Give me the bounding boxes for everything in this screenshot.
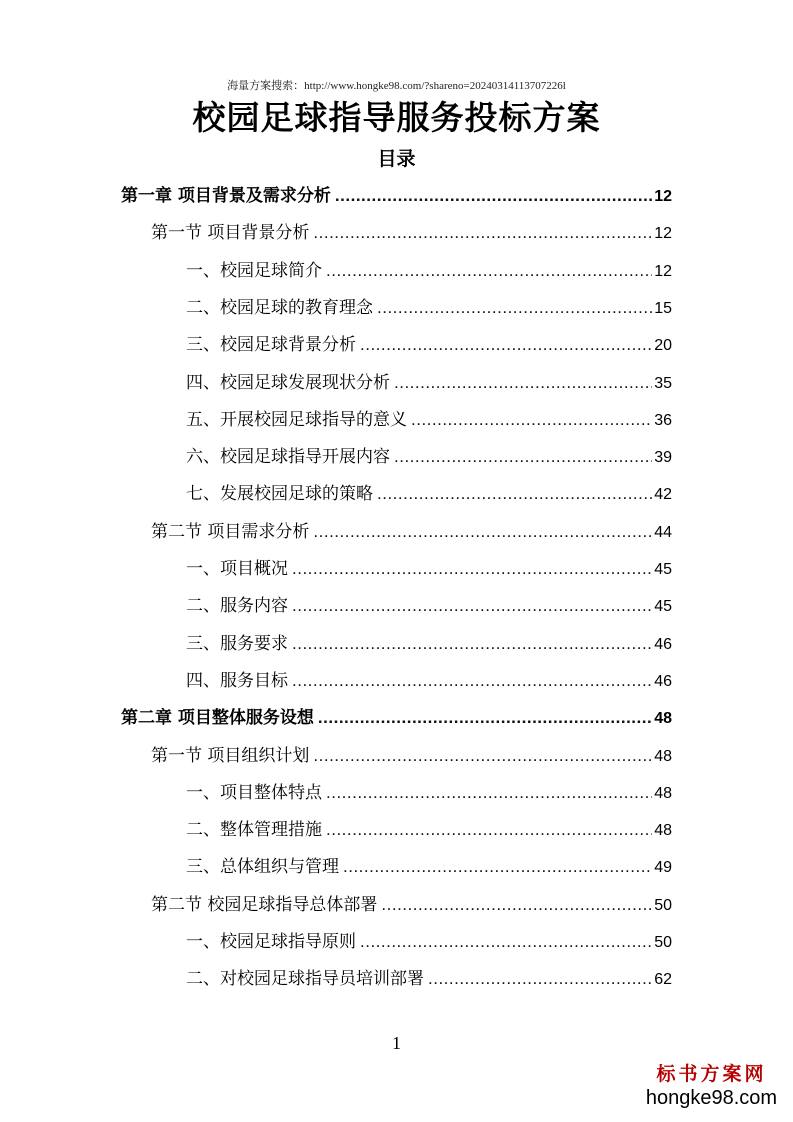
- toc-entry-title: 三、服务要求: [186, 634, 288, 654]
- toc-entry-title: 第一节 项目背景分析: [151, 223, 310, 243]
- toc-entry-page: 36: [654, 412, 672, 429]
- toc-dot-leader: [394, 368, 652, 398]
- toc-dot-leader: [428, 964, 652, 994]
- toc-entry-title: 四、服务目标: [186, 671, 288, 691]
- toc-entry-title: 三、校园足球背景分析: [186, 335, 356, 355]
- toc-entry[interactable]: [186, 479, 672, 509]
- toc-entry[interactable]: [186, 815, 672, 845]
- watermark-cn-text: 标书方案网: [656, 1063, 767, 1085]
- toc-entry-title: 一、项目概况: [186, 559, 288, 579]
- toc-dot-leader: [313, 741, 652, 771]
- toc-entry-page: 62: [654, 971, 672, 988]
- toc-entry[interactable]: [121, 181, 672, 211]
- document-title: 校园足球指导服务投标方案: [192, 98, 601, 137]
- toc-entry-title: 二、对校园足球指导员培训部署: [186, 969, 424, 989]
- toc-entry-page: 42: [654, 486, 672, 503]
- toc-entry-page: 48: [654, 785, 672, 802]
- toc-entry[interactable]: [151, 890, 672, 920]
- toc-entry[interactable]: [186, 368, 672, 398]
- toc-entry[interactable]: [151, 218, 672, 248]
- toc-heading: 目录: [377, 148, 416, 170]
- toc-entry-title: 二、整体管理措施: [186, 820, 322, 840]
- toc-entry[interactable]: [186, 964, 672, 994]
- toc-dot-leader: [292, 554, 652, 584]
- toc-entry[interactable]: [186, 330, 672, 360]
- toc-entry-title: 第二节 校园足球指导总体部署: [151, 895, 378, 915]
- toc-entry[interactable]: [186, 442, 672, 472]
- toc-dot-leader: [292, 591, 652, 621]
- header-url: 海量方案搜索：http://www.hongke98.com/?shareno=20240314113707226l: [227, 80, 566, 92]
- toc-entry-page: 39: [654, 449, 672, 466]
- toc-entry-page: 12: [654, 225, 672, 242]
- toc-dot-leader: [313, 517, 652, 547]
- toc-dot-leader: [394, 442, 652, 472]
- toc-entry-title: 第一节 项目组织计划: [151, 746, 310, 766]
- toc-entry-title: 五、开展校园足球指导的意义: [186, 410, 407, 430]
- toc-entry-title: 一、校园足球指导原则: [186, 932, 356, 952]
- toc-entry-page: 12: [654, 263, 672, 280]
- toc-entry-page: 46: [654, 636, 672, 653]
- toc-entry-page: 44: [654, 524, 672, 541]
- toc-entry-title: 三、总体组织与管理: [186, 857, 339, 877]
- toc-entry-title: 四、校园足球发展现状分析: [186, 373, 390, 393]
- toc-dot-leader: [381, 890, 652, 920]
- toc-dot-leader: [343, 852, 652, 882]
- toc-entry-page: 15: [654, 300, 672, 317]
- toc-entry[interactable]: [186, 293, 672, 323]
- toc-dot-leader: [326, 815, 652, 845]
- toc-entry-page: 50: [654, 897, 672, 914]
- toc-entry[interactable]: [186, 629, 672, 659]
- toc-entry-title: 一、项目整体特点: [186, 783, 322, 803]
- toc-dot-leader: [377, 293, 652, 323]
- watermark-logo: [644, 1062, 779, 1110]
- toc-entry-page: 45: [654, 561, 672, 578]
- toc-entry-page: 20: [654, 337, 672, 354]
- toc-dot-leader: [411, 405, 652, 435]
- toc-entry-page: 49: [654, 859, 672, 876]
- toc-entry[interactable]: [186, 554, 672, 584]
- toc-dot-leader: [326, 256, 652, 286]
- toc-entry[interactable]: [121, 703, 672, 733]
- toc-entry-page: 50: [654, 934, 672, 951]
- toc-entry-title: 一、校园足球简介: [186, 261, 322, 281]
- toc-entry-title: 二、校园足球的教育理念: [186, 298, 373, 318]
- toc-entry-title: 七、发展校园足球的策略: [186, 484, 373, 504]
- toc-dot-leader: [360, 927, 652, 957]
- toc-entry-page: 48: [654, 710, 672, 727]
- toc-dot-leader: [292, 666, 652, 696]
- toc-dot-leader: [377, 479, 652, 509]
- toc-entry[interactable]: [151, 741, 672, 771]
- toc-entry-page: 48: [654, 822, 672, 839]
- toc-entry[interactable]: [186, 256, 672, 286]
- toc-entry[interactable]: [186, 405, 672, 435]
- toc-entry-title: 第二节 项目需求分析: [151, 522, 310, 542]
- toc-dot-leader: [326, 778, 652, 808]
- toc-entry[interactable]: [186, 666, 672, 696]
- watermark-en-text: hongke98.com: [645, 1087, 778, 1109]
- toc-entry-page: 45: [654, 598, 672, 615]
- toc-entry[interactable]: [186, 927, 672, 957]
- toc-entry-page: 46: [654, 673, 672, 690]
- toc-entry-title: 第二章 项目整体服务设想: [121, 708, 314, 728]
- toc-entry-title: 第一章 项目背景及需求分析: [121, 186, 331, 206]
- toc-entry-title: 六、校园足球指导开展内容: [186, 447, 390, 467]
- toc-entry-page: 12: [654, 188, 672, 205]
- toc-entry[interactable]: [186, 852, 672, 882]
- page-number: 1: [392, 1033, 401, 1053]
- toc-dot-leader: [360, 330, 652, 360]
- toc-entry-page: 48: [654, 748, 672, 765]
- toc-dot-leader: [292, 629, 652, 659]
- toc-entry[interactable]: [186, 778, 672, 808]
- toc-entry[interactable]: [186, 591, 672, 621]
- toc-dot-leader: [335, 181, 652, 211]
- toc-entry-page: 35: [654, 375, 672, 392]
- toc-entry[interactable]: [151, 517, 672, 547]
- toc-dot-leader: [313, 218, 652, 248]
- toc-entry-title: 二、服务内容: [186, 596, 288, 616]
- toc-dot-leader: [318, 703, 652, 733]
